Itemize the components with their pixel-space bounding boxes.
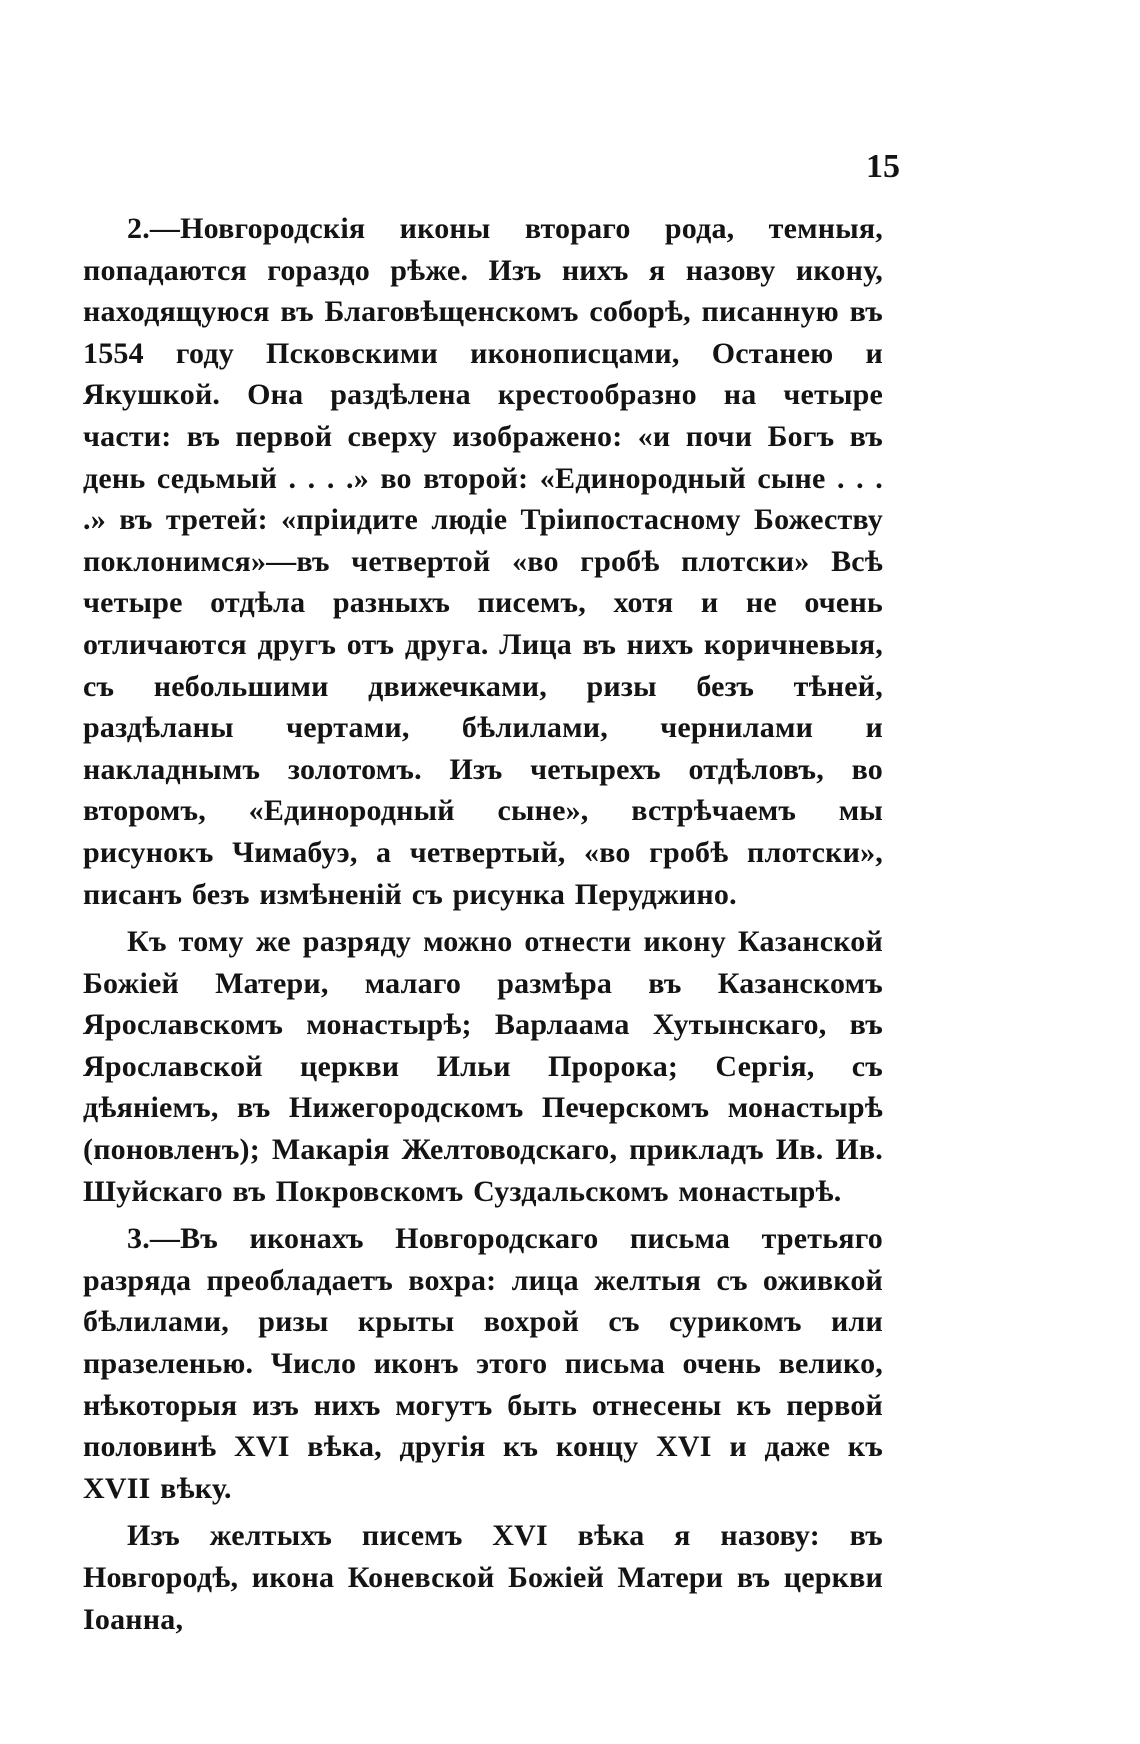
paragraph-2: Къ тому же разряду можно отнести икону Казанской Божіей Матери, малаго размѣра въ Казанскомъ Ярославскомъ монастырѣ; Варлаама Хутынскаго, въ Ярославской церкви Ильи Пророка; Сергія, съ дѣяніемъ, въ Нижегородскомъ Печерскомъ монастырѣ (поновленъ); Макарія Желтоводскаго, прикладъ Ив. Ив. Шуйскаго въ Покровскомъ Суздальскомъ монастырѣ. [83, 925, 883, 1208]
paragraph-1: 2.—Новгородскія иконы втораго рода, темныя, попадаются гораздо рѣже. Изъ нихъ я назову икону, находящуюся въ Благовѣщенскомъ соборѣ, писанную въ 1554 году Псковскими иконописцами, Останею и Якушкой. Она раздѣлена крестообразно на четыре части: въ первой сверху изображено: «и почи Богъ въ день седьмый . . . .» во второй: «Единородный сыне . . . .» въ третей: «пріидите людіе Тріипостасному Божеству поклонимся»—въ четвертой «во гробѣ плотски» Всѣ четыре отдѣла разныхъ писемъ, хотя и не очень отличаются другъ отъ друга. Лица въ нихъ коричневыя, съ небольшими движечками, ризы безъ тѣней, раздѣланы чертами, бѣлилами, чернилами и накладнымъ золотомъ. Изъ четырехъ отдѣловъ, во второмъ, «Единородный сыне», встрѣчаемъ мы рисунокъ Чимабуэ, а четвертый, «во гробѣ плотски», писанъ безъ измѣненій съ рисунка Перуджино. [83, 212, 883, 911]
paragraph-4: Изъ желтыхъ писемъ XVI вѣка я назову: въ Новгородѣ, икона Коневской Божіей Матери въ церкви Іоанна, [83, 1519, 883, 1636]
page-number: 15 [866, 148, 900, 185]
body-text [83, 208, 883, 1646]
paragraph-3: 3.—Въ иконахъ Новгородскаго письма третьяго разряда преобладаетъ вохра: лица желтыя съ оживкой бѣлилами, ризы крыты вохрой съ сурикомъ или празеленью. Число иконъ этого письма очень велико, нѣкоторыя изъ нихъ могутъ быть отнесены къ первой половинѣ XVI вѣка, другія къ концу XVI и даже къ XVII вѣку. [83, 1222, 883, 1505]
